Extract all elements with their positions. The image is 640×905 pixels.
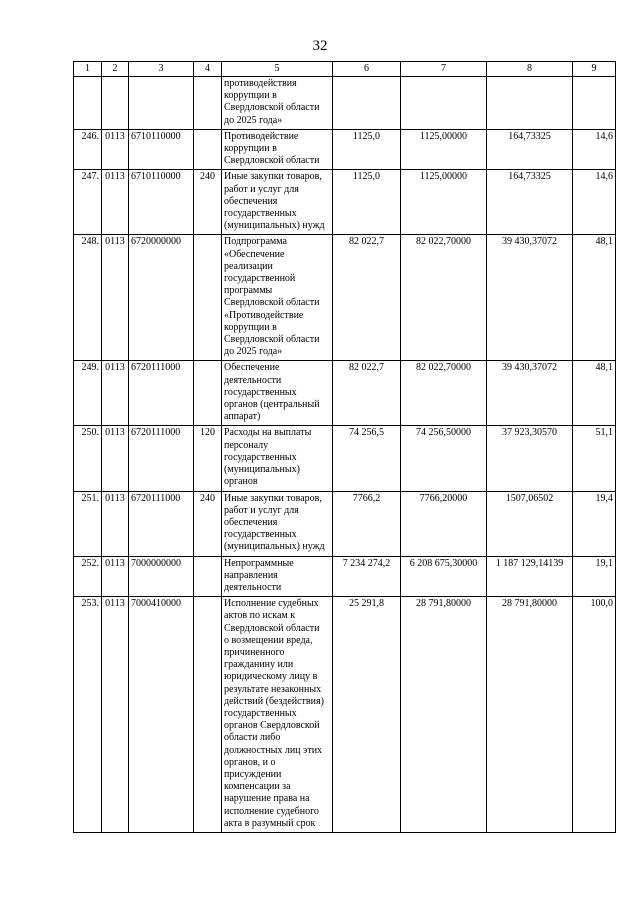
item-name-line: исполнение судебного — [224, 805, 319, 817]
executed-amount-cell: 28 791,80000 — [487, 597, 573, 833]
table-body — [74, 77, 616, 833]
item-name-line: Противодействие — [224, 130, 299, 142]
planned-amount-cell: 1125,0 — [333, 129, 401, 170]
item-name-line: Подпрограмма — [224, 236, 287, 248]
item-name-line: (муниципальных) нужд — [224, 220, 325, 232]
item-name-line: юридическому лицу в — [224, 671, 318, 683]
section-code-cell: 0113 — [102, 170, 129, 235]
execution-percent-cell: 48,1 — [573, 361, 616, 426]
item-name-line: Исполнение судебных — [224, 598, 319, 610]
header-cell: 6 — [333, 62, 401, 77]
item-name-line: до 2025 года» — [224, 346, 283, 358]
table-row — [74, 235, 616, 361]
item-name-line: реализации — [224, 260, 273, 272]
row-number-cell: 252. — [74, 556, 102, 597]
table-row — [74, 556, 616, 597]
item-name-line: о возмещении вреда, — [224, 634, 313, 646]
executed-amount-cell: 1 187 129,14139 — [487, 556, 573, 597]
item-name-line: Свердловской области — [224, 334, 320, 346]
target-article-cell — [129, 77, 194, 130]
execution-percent-cell: 19,1 — [573, 556, 616, 597]
item-name-cell — [222, 129, 333, 170]
execution-percent-cell: 14,6 — [573, 129, 616, 170]
item-name-line: актов по искам к — [224, 610, 296, 622]
item-name-line: направления — [224, 569, 278, 581]
section-code-cell: 0113 — [102, 129, 129, 170]
execution-percent-cell: 100,0 — [573, 597, 616, 833]
target-article-cell: 6720000000 — [129, 235, 194, 361]
planned-amount-cell: 74 256,5 — [333, 426, 401, 491]
execution-percent-cell: 48,1 — [573, 235, 616, 361]
section-code-cell: 0113 — [102, 556, 129, 597]
expense-type-cell — [194, 129, 222, 170]
row-number-cell: 247. — [74, 170, 102, 235]
item-name-line: обеспечения — [224, 516, 278, 528]
item-name-line: государственных — [224, 707, 297, 719]
section-code-cell: 0113 — [102, 235, 129, 361]
target-article-cell: 6720111000 — [129, 426, 194, 491]
header-cell: 5 — [222, 62, 333, 77]
table-row — [74, 426, 616, 491]
specified-amount-cell: 1125,00000 — [401, 129, 487, 170]
specified-amount-cell — [401, 77, 487, 130]
header-cell: 2 — [102, 62, 129, 77]
specified-amount-cell: 82 022,70000 — [401, 361, 487, 426]
execution-percent-cell: 51,1 — [573, 426, 616, 491]
header-cell: 3 — [129, 62, 194, 77]
planned-amount-cell: 25 291,8 — [333, 597, 401, 833]
section-code-cell: 0113 — [102, 426, 129, 491]
execution-percent-cell: 14,6 — [573, 170, 616, 235]
item-name-line: Расходы на выплаты — [224, 427, 312, 439]
item-name-cell — [222, 426, 333, 491]
target-article-cell: 6710110000 — [129, 129, 194, 170]
item-name-line: деятельности — [224, 374, 282, 386]
item-name-line: области либо — [224, 732, 281, 744]
specified-amount-cell: 6 208 675,30000 — [401, 556, 487, 597]
table-header-row — [74, 62, 616, 77]
item-name-line: органов, и о — [224, 756, 276, 768]
expense-type-cell — [194, 77, 222, 130]
target-article-cell: 6720111000 — [129, 491, 194, 556]
item-name-line: деятельности — [224, 581, 282, 593]
specified-amount-cell: 7766,20000 — [401, 491, 487, 556]
item-name-cell — [222, 491, 333, 556]
item-name-line: обеспечения — [224, 195, 278, 207]
item-name-line: органов — [224, 476, 258, 488]
item-name-cell — [222, 77, 333, 130]
page-number: 32 — [312, 38, 328, 54]
item-name-cell — [222, 597, 333, 833]
item-name-line: органов (центральный — [224, 399, 320, 411]
item-name-cell — [222, 361, 333, 426]
row-number-cell: 250. — [74, 426, 102, 491]
item-name-line: результате незаконных — [224, 683, 322, 695]
executed-amount-cell — [487, 77, 573, 130]
section-code-cell: 0113 — [102, 491, 129, 556]
row-number-cell: 253. — [74, 597, 102, 833]
item-name-line: работ и услуг для — [224, 183, 299, 195]
item-name-line: государственной — [224, 273, 296, 285]
item-name-line: Непрограммные — [224, 557, 294, 569]
row-number-cell: 246. — [74, 129, 102, 170]
row-number-cell — [74, 77, 102, 130]
header-cell: 9 — [573, 62, 616, 77]
item-name-line: персоналу — [224, 439, 269, 451]
planned-amount-cell: 82 022,7 — [333, 235, 401, 361]
item-name-line: присуждении — [224, 768, 282, 780]
item-name-line: (муниципальных) нужд — [224, 541, 325, 553]
table-row — [74, 491, 616, 556]
planned-amount-cell: 7 234 274,2 — [333, 556, 401, 597]
expense-type-cell — [194, 556, 222, 597]
item-name-line: Обеспечение — [224, 362, 280, 374]
expense-type-cell — [194, 361, 222, 426]
item-name-line: Иные закупки товаров, — [224, 492, 322, 504]
item-name-cell — [222, 170, 333, 235]
item-name-line: государственных — [224, 208, 297, 220]
specified-amount-cell: 28 791,80000 — [401, 597, 487, 833]
executed-amount-cell: 39 430,37072 — [487, 235, 573, 361]
item-name-cell — [222, 556, 333, 597]
section-code-cell: 0113 — [102, 597, 129, 833]
execution-percent-cell: 19,4 — [573, 491, 616, 556]
executed-amount-cell: 39 430,37072 — [487, 361, 573, 426]
planned-amount-cell — [333, 77, 401, 130]
item-name-line: государственных — [224, 451, 297, 463]
item-name-line: Иные закупки товаров, — [224, 171, 322, 183]
item-name-line: государственных — [224, 386, 297, 398]
item-name-line: Свердловской области — [224, 622, 320, 634]
item-name-line: Свердловской области — [224, 102, 320, 114]
item-name-line: акта в разумный срок — [224, 817, 316, 829]
table-row — [74, 597, 616, 833]
expense-type-cell: 240 — [194, 170, 222, 235]
specified-amount-cell: 1125,00000 — [401, 170, 487, 235]
item-name-line: должностных лиц этих — [224, 744, 323, 756]
item-name-line: противодействия — [224, 78, 297, 89]
table-row — [74, 77, 616, 130]
item-name-line: гражданину или — [224, 659, 294, 671]
item-name-line: коррупции в — [224, 90, 277, 102]
expense-type-cell: 240 — [194, 491, 222, 556]
table-row — [74, 361, 616, 426]
planned-amount-cell: 7766,2 — [333, 491, 401, 556]
target-article-cell: 7000410000 — [129, 597, 194, 833]
item-name-line: «Обеспечение — [224, 248, 285, 260]
item-name-line: компенсации за — [224, 781, 291, 793]
target-article-cell: 6710110000 — [129, 170, 194, 235]
table-row — [74, 170, 616, 235]
header-cell: 1 — [74, 62, 102, 77]
header-cell: 8 — [487, 62, 573, 77]
target-article-cell: 6720111000 — [129, 361, 194, 426]
row-number-cell: 248. — [74, 235, 102, 361]
item-name-line: коррупции в — [224, 143, 277, 155]
item-name-line: действий (бездействия) — [224, 695, 324, 707]
executed-amount-cell: 1507,06502 — [487, 491, 573, 556]
planned-amount-cell: 1125,0 — [333, 170, 401, 235]
header-cell: 4 — [194, 62, 222, 77]
expense-type-cell — [194, 597, 222, 833]
expense-type-cell — [194, 235, 222, 361]
item-name-line: Свердловской области — [224, 297, 320, 309]
item-name-line: (муниципальных) — [224, 464, 300, 476]
row-number-cell: 249. — [74, 361, 102, 426]
section-code-cell: 0113 — [102, 361, 129, 426]
item-name-line: причиненного — [224, 646, 285, 658]
item-name-line: «Противодействие — [224, 309, 304, 321]
table-row — [74, 129, 616, 170]
item-name-line: программы — [224, 285, 273, 297]
expense-type-cell: 120 — [194, 426, 222, 491]
specified-amount-cell: 82 022,70000 — [401, 235, 487, 361]
target-article-cell: 7000000000 — [129, 556, 194, 597]
item-name-line: работ и услуг для — [224, 504, 299, 516]
item-name-line: государственных — [224, 529, 297, 541]
specified-amount-cell: 74 256,50000 — [401, 426, 487, 491]
header-cell: 7 — [401, 62, 487, 77]
row-number-cell: 251. — [74, 491, 102, 556]
item-name-line: коррупции в — [224, 321, 277, 333]
executed-amount-cell: 37 923,30570 — [487, 426, 573, 491]
item-name-line: нарушение права на — [224, 793, 310, 805]
item-name-cell — [222, 235, 333, 361]
item-name-line: Свердловской области — [224, 155, 320, 167]
executed-amount-cell: 164,73325 — [487, 129, 573, 170]
section-code-cell — [102, 77, 129, 130]
executed-amount-cell: 164,73325 — [487, 170, 573, 235]
item-name-line: органов Свердловской — [224, 720, 320, 732]
execution-percent-cell — [573, 77, 616, 130]
planned-amount-cell: 82 022,7 — [333, 361, 401, 426]
item-name-line: аппарат) — [224, 411, 261, 423]
item-name-line: до 2025 года» — [224, 114, 283, 126]
budget-table — [73, 61, 616, 833]
